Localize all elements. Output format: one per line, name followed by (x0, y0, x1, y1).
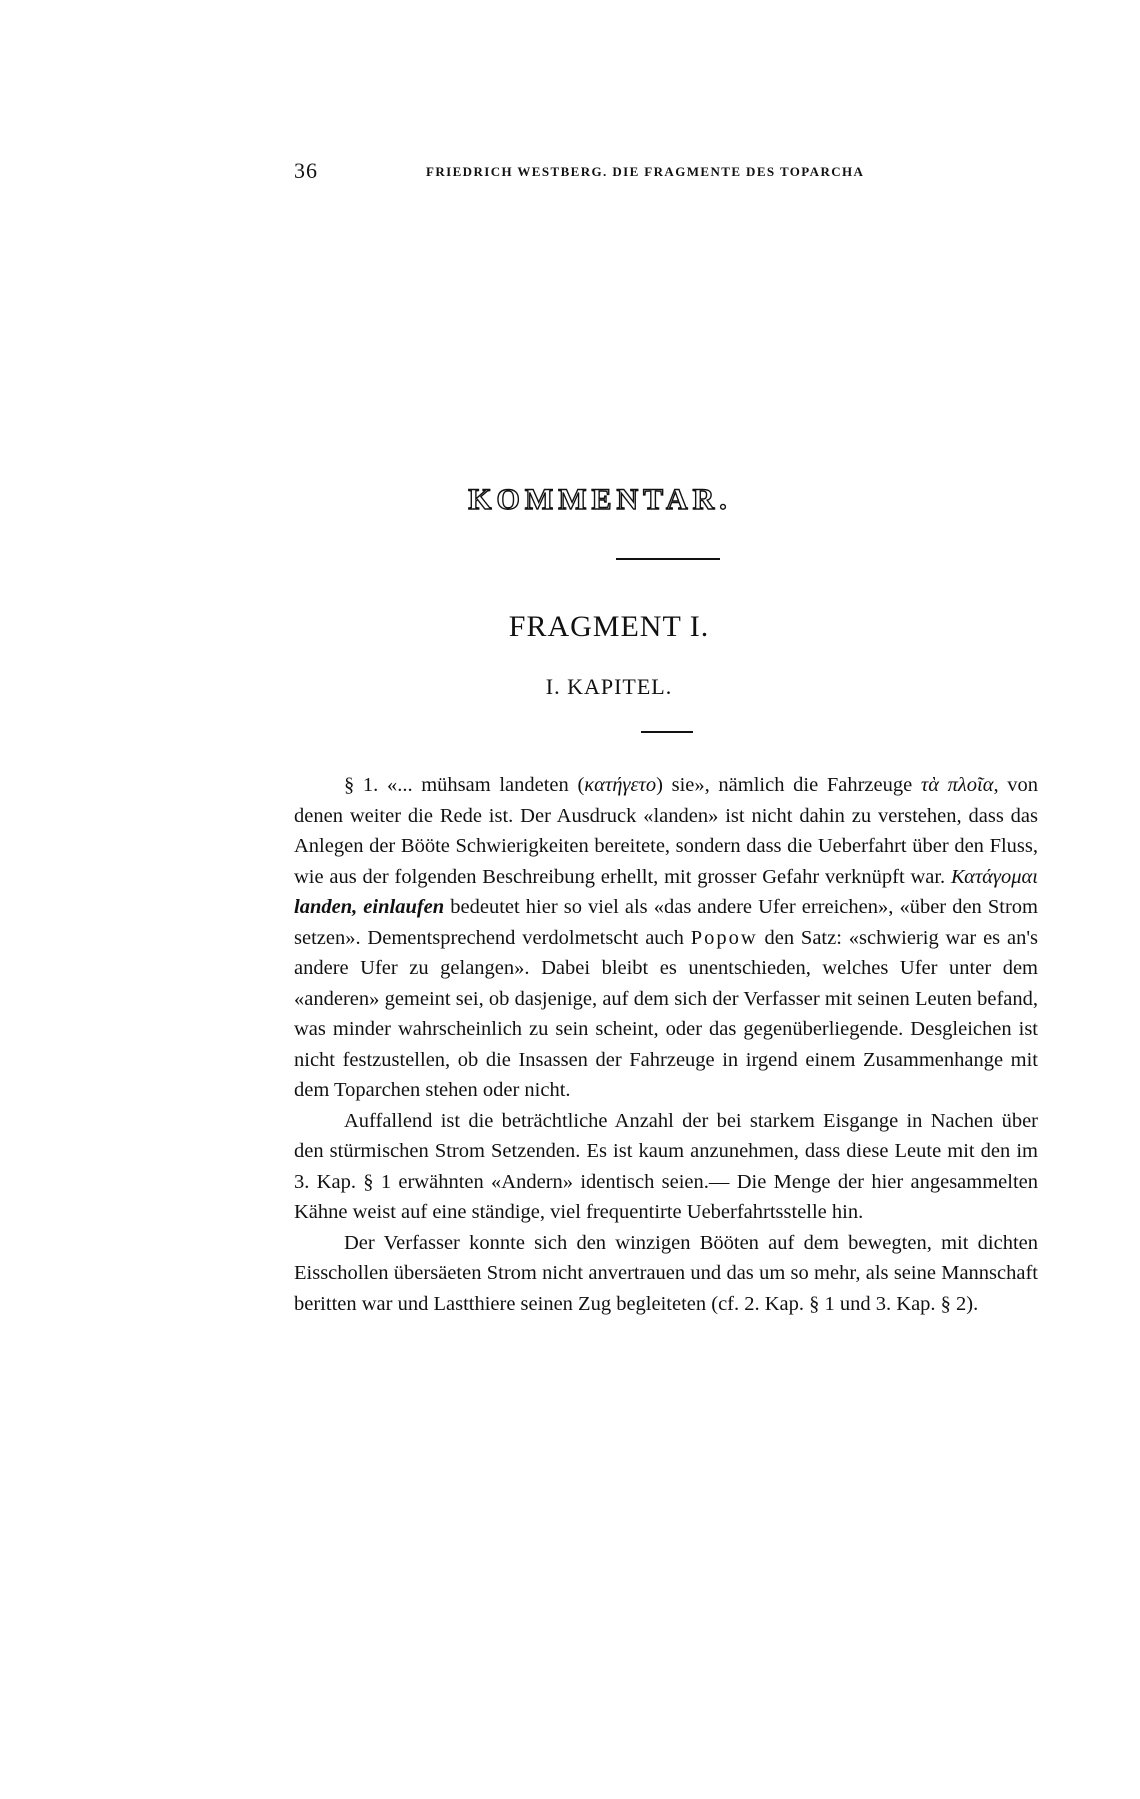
chapter-title: I. KAPITEL. (545, 674, 673, 699)
paragraph-2: Auffallend ist die beträchtliche Anzahl der bei starkem Eisgange in Nachen über den stürmischen Strom Setzenden. Es ist kaum anzunehmen, dass diese Leute mit den im 3. Kap. § 1 erwähnten «Andern» identisch seien.— Die Menge der hier angesammelten Kähne weist auf eine ständige, viel frequentirte Ueberfahrtsstelle hin. (294, 1109, 1038, 1223)
section-title: KOMMENTAR. (468, 483, 732, 516)
p1-part-0: § 1. «... mühsam landeten ( (344, 774, 585, 796)
p1-greek-kategeto: κατήγετο (584, 774, 657, 796)
running-head (294, 158, 914, 188)
p1-name-popow: Popow (690, 926, 758, 949)
paragraph-1 (294, 770, 1038, 1106)
p1-part-2: ) sie», nämlich die Fahrzeuge (656, 774, 921, 796)
page-number: 36 (294, 158, 318, 183)
body-text (294, 770, 1038, 1319)
p1-greek-katagomai: Κατάγομαι (950, 865, 1038, 888)
p1-greek-ta-ploia: τὰ πλοῖα (920, 774, 994, 796)
fragment-title: FRAGMENT I. (508, 610, 710, 643)
chapter-divider (641, 731, 693, 733)
paragraph-3: Der Verfasser konnte sich den winzigen Bööten auf dem bewegten, mit dichten Eisschollen übersäeten Strom nicht anvertrauen und das um so mehr, als seine Mannschaft beritten war und Lastthiere seinen Zug begleiteten (cf. 2. Kap. § 1 und 3. Kap. § 2). (294, 1231, 1038, 1315)
p1-part-10: den Satz: «schwierig war es an's andere Ufer zu gelangen». Dabei bleibt es unentschieden, welches Ufer unter dem «anderen» gemeint sei, ob dasjenige, auf dem sich der Verfasser mit seinen Leuten befand, was minder wahrscheinlich zu sein scheint, oder das gegenüberliegende. Desgleichen ist nicht festzustellen, ob die Insassen der Fahrzeuge in irgend einem Zusammenhange mit dem Toparchen stehen oder nicht. (294, 926, 1038, 1101)
p1-part-4: , von denen weiter die Rede ist. Der Ausdruck «landen» ist nicht dahin zu verstehen, dass das Anlegen der Bööte Schwierigkeiten bereitete, sondern dass die Ueberfahrt über den Fluss, wie aus der folgenden Beschreibung erhellt, mit grosser Gefahr verknüpft war. (294, 774, 1039, 888)
p1-gloss-landen: landen, einlaufen (294, 896, 445, 918)
p1-part-8: bedeutet hier so viel als «das andere Ufer erreichen», «über den Strom setzen». Dementsprechend verdolmetscht auch (294, 896, 1039, 949)
title-divider (616, 558, 720, 560)
running-title: FRIEDRICH WESTBERG. DIE FRAGMENTE DES TOPARCHA (426, 164, 865, 179)
